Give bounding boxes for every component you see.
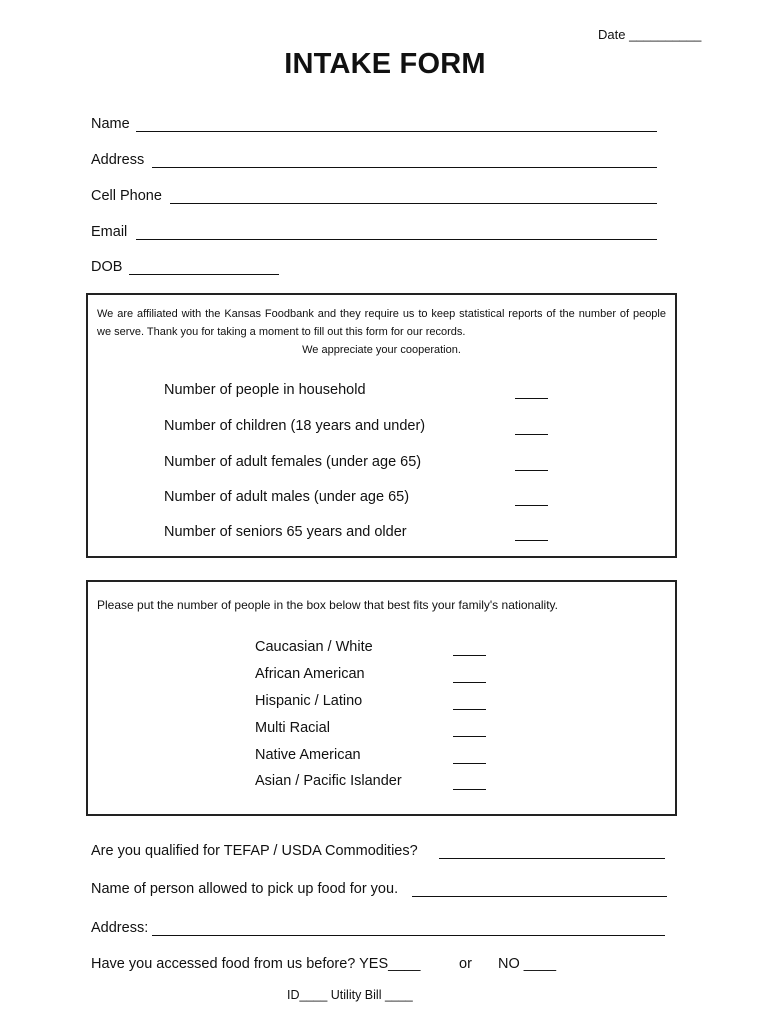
nationality-count-blank[interactable]: [453, 655, 486, 656]
household-item: Number of seniors 65 years and older: [164, 524, 407, 540]
household-intro: We are affiliated with the Kansas Foodbank and they require us to keep statistical reports of the number of people we serve. Thank you for taking a moment to fill out this form for our records.: [97, 308, 666, 338]
nationality-item: Multi Racial: [255, 720, 330, 736]
nationality-count-blank[interactable]: [453, 763, 486, 764]
adult-males-count-blank[interactable]: [515, 505, 548, 506]
address-answer-line[interactable]: [152, 935, 665, 936]
household-count-blank[interactable]: [515, 398, 548, 399]
dob-input-line[interactable]: [129, 274, 279, 275]
nationality-item: Asian / Pacific Islander: [255, 773, 402, 789]
nationality-item: African American: [255, 666, 365, 682]
nationality-count-blank[interactable]: [453, 682, 486, 683]
household-item: Number of children (18 years and under): [164, 418, 426, 434]
address-question: Address:: [91, 920, 149, 936]
pickup-answer-line[interactable]: [412, 896, 667, 897]
nationality-count-blank[interactable]: [453, 789, 486, 790]
address-input-line[interactable]: [152, 167, 657, 168]
children-count-blank[interactable]: [515, 434, 548, 435]
form-title: INTAKE FORM: [284, 48, 486, 80]
address-label: Address: [91, 152, 145, 168]
accessed-question[interactable]: Have you accessed food from us before? YES____: [91, 956, 421, 972]
nationality-count-blank[interactable]: [453, 709, 486, 710]
date-field[interactable]: Date __________: [598, 27, 702, 42]
nationality-instruction: Please put the number of people in the box below that best fits your family's nationality.: [97, 598, 558, 612]
household-item: Number of adult males (under age 65): [164, 489, 410, 505]
pickup-question: Name of person allowed to pick up food for you.: [91, 881, 399, 897]
household-item: Number of adult females (under age 65): [164, 454, 422, 470]
name-label: Name: [91, 116, 130, 132]
nationality-count-blank[interactable]: [453, 736, 486, 737]
dob-label: DOB: [91, 259, 123, 275]
name-input-line[interactable]: [136, 131, 657, 132]
tefap-question: Are you qualified for TEFAP / USDA Commodities?: [91, 843, 418, 859]
email-label: Email: [91, 224, 128, 240]
household-thanks: We appreciate your cooperation.: [302, 344, 461, 356]
nationality-item: Caucasian / White: [255, 639, 373, 655]
email-input-line[interactable]: [136, 239, 657, 240]
tefap-answer-line[interactable]: [439, 858, 665, 859]
id-utility-bill[interactable]: ID____ Utility Bill ____: [287, 988, 413, 1002]
household-item: Number of people in household: [164, 382, 366, 398]
adult-females-count-blank[interactable]: [515, 470, 548, 471]
household-box: [86, 293, 677, 558]
cell-phone-input-line[interactable]: [170, 203, 657, 204]
nationality-item: Hispanic / Latino: [255, 693, 363, 709]
nationality-item: Native American: [255, 747, 361, 763]
cell-phone-label: Cell Phone: [91, 188, 162, 204]
nationality-box: [86, 580, 677, 816]
no-option[interactable]: NO ____: [498, 956, 557, 972]
seniors-count-blank[interactable]: [515, 540, 548, 541]
or-text: or: [459, 956, 472, 972]
